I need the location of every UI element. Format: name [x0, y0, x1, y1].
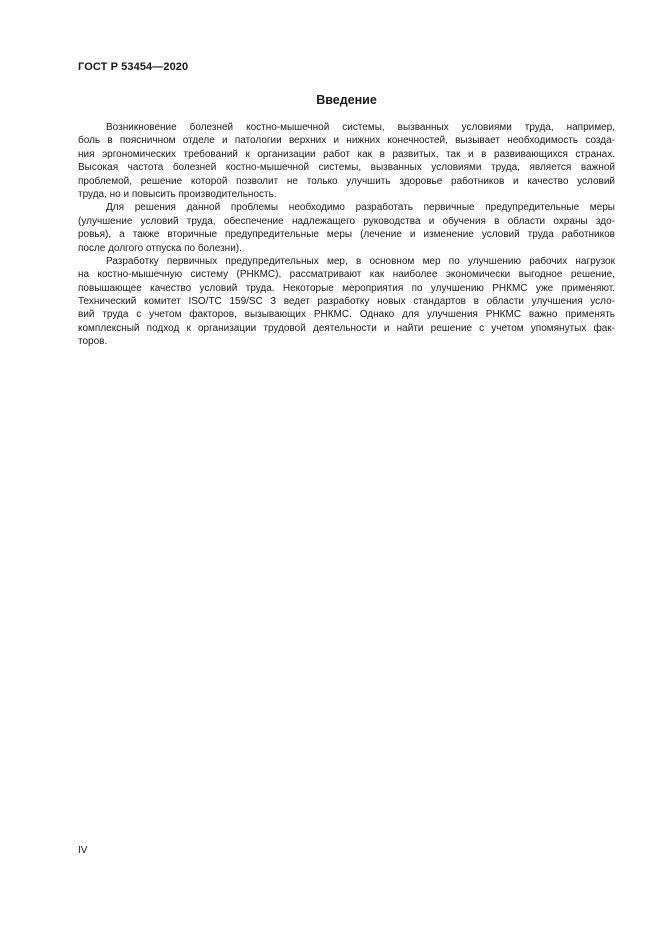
page-number: IV	[78, 845, 88, 856]
text-line: ния эргономических требований к организации работ как в развитых, так и в развивающихся странах.	[78, 148, 615, 160]
text-line: торов.	[78, 336, 108, 348]
body-text	[78, 121, 615, 349]
text-line: после долгого отпуска по болезни).	[78, 242, 242, 254]
paragraph-2	[78, 201, 615, 255]
text-line: труда, но и повысить производительность.	[78, 188, 277, 200]
text-line: (улучшение условий труда, обеспечение надлежащего руководства и обучения в области охраны здо-	[78, 215, 615, 227]
text-line: повышающее качество условий труда. Некоторые мероприятия по улучшению РНКМС уже применяют.	[78, 282, 615, 294]
text-line: проблемой, решение которой позволит не только улучшить здоровье работников и качество условий	[78, 175, 615, 187]
text-line: вий труда с учетом факторов, вызывающих РНКМС. Однако для улучшения РНКМС важно применять	[78, 309, 615, 321]
text-line: Высокая частота болезней костно-мышечной системы, вызванных условиями труда, является важной	[78, 162, 615, 174]
text-line: Для решения данной проблемы необходимо разработать первичные предупредительные меры	[106, 202, 615, 214]
text-line: Разработку первичных предупредительных мер, в основном мер по улучшению рабочих нагрузок	[106, 255, 615, 267]
text-line: ровья), а также вторичные предупредительные меры (лечение и изменение условий труда работников	[78, 229, 615, 241]
section-title: Введение	[316, 93, 377, 107]
text-line: Технический комитет ISO/TC 159/SC 3 ведет разработку новых стандартов в области улучшения усло-	[78, 296, 615, 308]
text-line: комплексный подход к организации трудовой деятельности и найти решение с учетом упомянутых фак-	[78, 322, 615, 334]
text-line: Возникновение болезней костно-мышечной системы, вызванных условиями труда, например,	[106, 122, 615, 133]
text-line: боль в поясничном отделе и патологии верхних и нижних конечностей, вызывает необходимость созда-	[78, 135, 615, 147]
paragraph-3	[78, 255, 615, 349]
text-line: на костно-мышечную систему (РНКМС), рассматривают как наиболее экономически выгодное решение,	[78, 269, 615, 281]
document-header: ГОСТ Р 53454—2020	[78, 61, 189, 73]
paragraph-1	[78, 121, 615, 201]
